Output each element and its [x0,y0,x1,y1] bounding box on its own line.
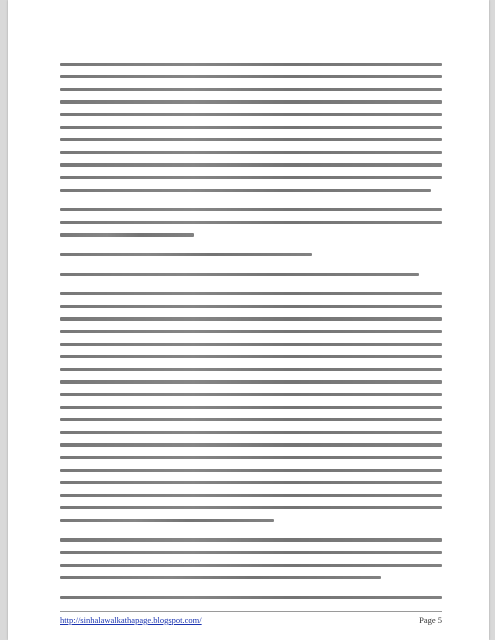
text-line [60,464,442,477]
text-line [60,534,442,547]
text-line [60,413,442,426]
text-line [60,388,442,401]
text-line [60,216,442,229]
paragraph [60,534,442,584]
paragraph [60,591,442,606]
text-line [60,83,442,96]
text-line [60,313,442,326]
text-line [60,248,442,261]
text-line [60,96,442,109]
text-line [60,363,442,376]
text-line [60,604,442,606]
text-line [60,439,442,452]
paragraph [60,58,442,197]
text-line [60,159,442,172]
text-line [60,204,442,217]
paragraph [60,204,442,242]
paragraph [60,248,442,261]
blog-link[interactable]: http://sinhalawalkathapage.blogspot.com/ [60,615,202,625]
text-line [60,338,442,351]
text-line [60,502,442,515]
text-line [60,71,442,84]
text-line [60,350,442,363]
body-text [60,58,442,606]
paragraph [60,268,442,281]
text-line [60,121,442,134]
text-line [60,268,442,281]
text-line [60,325,442,338]
text-line [60,58,442,71]
text-line [60,546,442,559]
text-line [60,229,442,242]
text-line [60,171,442,184]
text-line [60,288,442,301]
text-line [60,376,442,389]
paragraph [60,288,442,527]
document-page [8,0,489,640]
page-number: Page 5 [419,615,442,625]
text-line [60,572,442,585]
text-line [60,146,442,159]
page-footer [60,611,442,625]
text-line [60,514,442,527]
text-line [60,108,442,121]
text-line [60,134,442,147]
text-line [60,451,442,464]
text-line [60,476,442,489]
text-line [60,591,442,604]
text-line [60,489,442,502]
text-line [60,426,442,439]
text-line [60,559,442,572]
text-line [60,300,442,313]
text-line [60,401,442,414]
text-line [60,184,442,197]
